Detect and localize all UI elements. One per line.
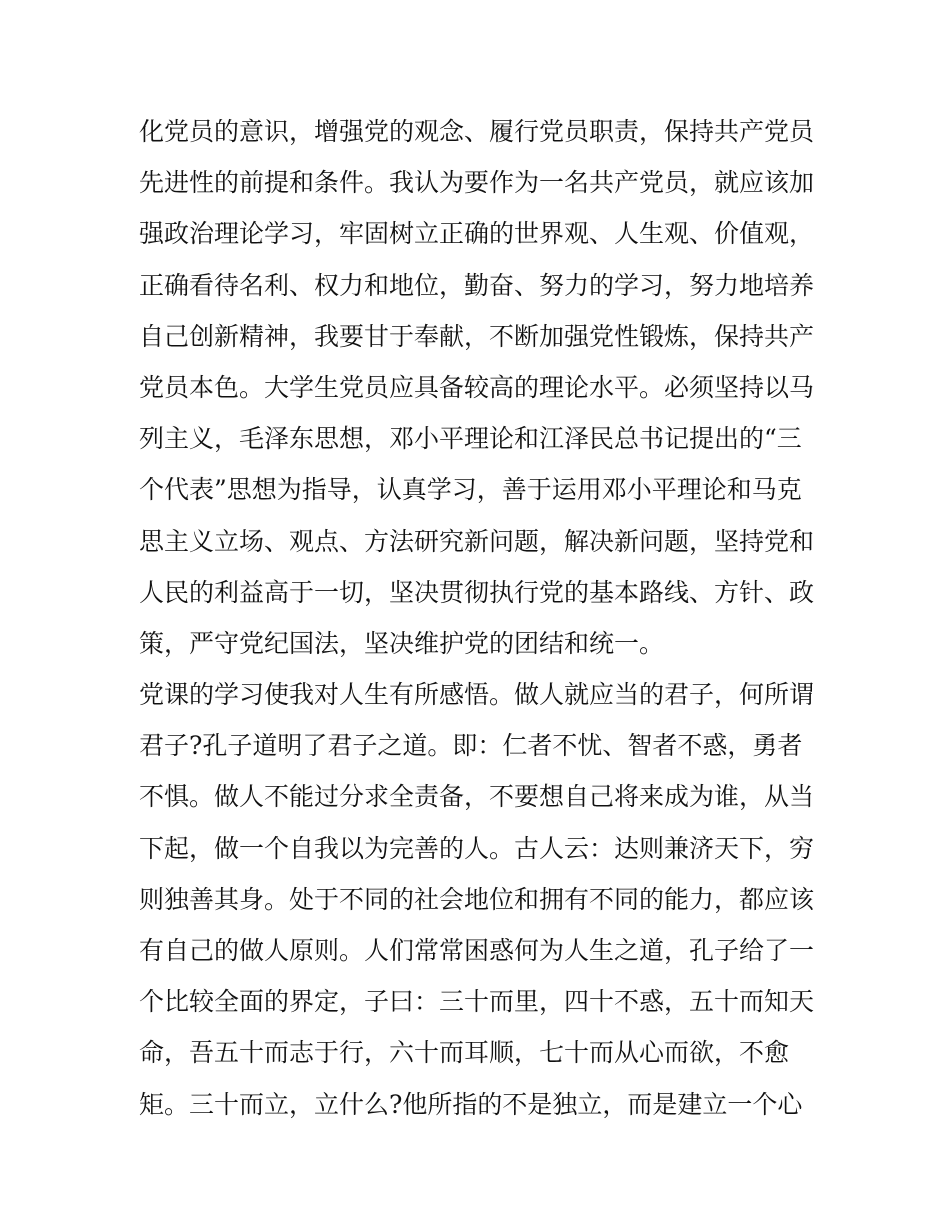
text-line-20: 矩。三十而立，立什么?他所指的不是独立，而是建立一个心 bbox=[139, 1089, 803, 1119]
text-line-9: 思主义立场、观点、方法研究新问题，解决新问题，坚持党和 bbox=[139, 526, 815, 556]
text-line-7: 列主义，毛泽东思想，邓小平理论和江泽民总书记提出的“三 bbox=[139, 424, 802, 454]
text-line-5: 自己创新精神，我要甘于奉献，不断加强党性锻炼，保持共产 bbox=[139, 321, 815, 351]
text-line-4: 正确看待名利、权力和地位，勤奋、努力的学习，努力地培养 bbox=[139, 270, 815, 300]
text-line-19: 命，吾五十而志于行，六十而耳顺，七十而从心而欲，不愈 bbox=[139, 1038, 790, 1068]
text-line-6: 党员本色。大学生党员应具备较高的理论水平。必须坚持以马 bbox=[139, 372, 815, 402]
text-line-14: 不惧。做人不能过分求全责备，不要想自己将来成为谁，从当 bbox=[139, 782, 815, 812]
text-line-15: 下起，做一个自我以为完善的人。古人云：达则兼济天下，穷 bbox=[139, 833, 815, 863]
text-line-18: 个比较全面的界定，子曰：三十而里，四十不惑，五十而知天 bbox=[139, 987, 815, 1017]
text-line-1: 化党员的意识，增强党的观念、履行党员职责，保持共产党员 bbox=[139, 117, 815, 146]
text-line-13: 君子?孔子道明了君子之道。即：仁者不忧、智者不惑，勇者 bbox=[139, 731, 803, 761]
text-line-3: 强政治理论学习，牢固树立正确的世界观、人生观、价值观， bbox=[139, 219, 815, 249]
text-line-8: 个代表”思想为指导，认真学习，善于运用邓小平理论和马克 bbox=[139, 475, 802, 505]
body-text bbox=[139, 106, 819, 1130]
text-line-11: 策，严守党纪国法，坚决维护党的团结和统一。 bbox=[139, 628, 665, 658]
text-line-10: 人民的利益高于一切，坚决贯彻执行党的基本路线、方针、政 bbox=[139, 577, 815, 607]
text-line-17: 有自己的做人原则。人们常常困惑何为人生之道，孔子给了一 bbox=[139, 936, 815, 965]
text-line-12: 党课的学习使我对人生有所感悟。做人就应当的君子，何所谓 bbox=[139, 680, 815, 710]
text-line-16: 则独善其身。处于不同的社会地位和拥有不同的能力，都应该 bbox=[139, 884, 815, 914]
text-line-2: 先进性的前提和条件。我认为要作为一名共产党员，就应该加 bbox=[139, 168, 815, 198]
